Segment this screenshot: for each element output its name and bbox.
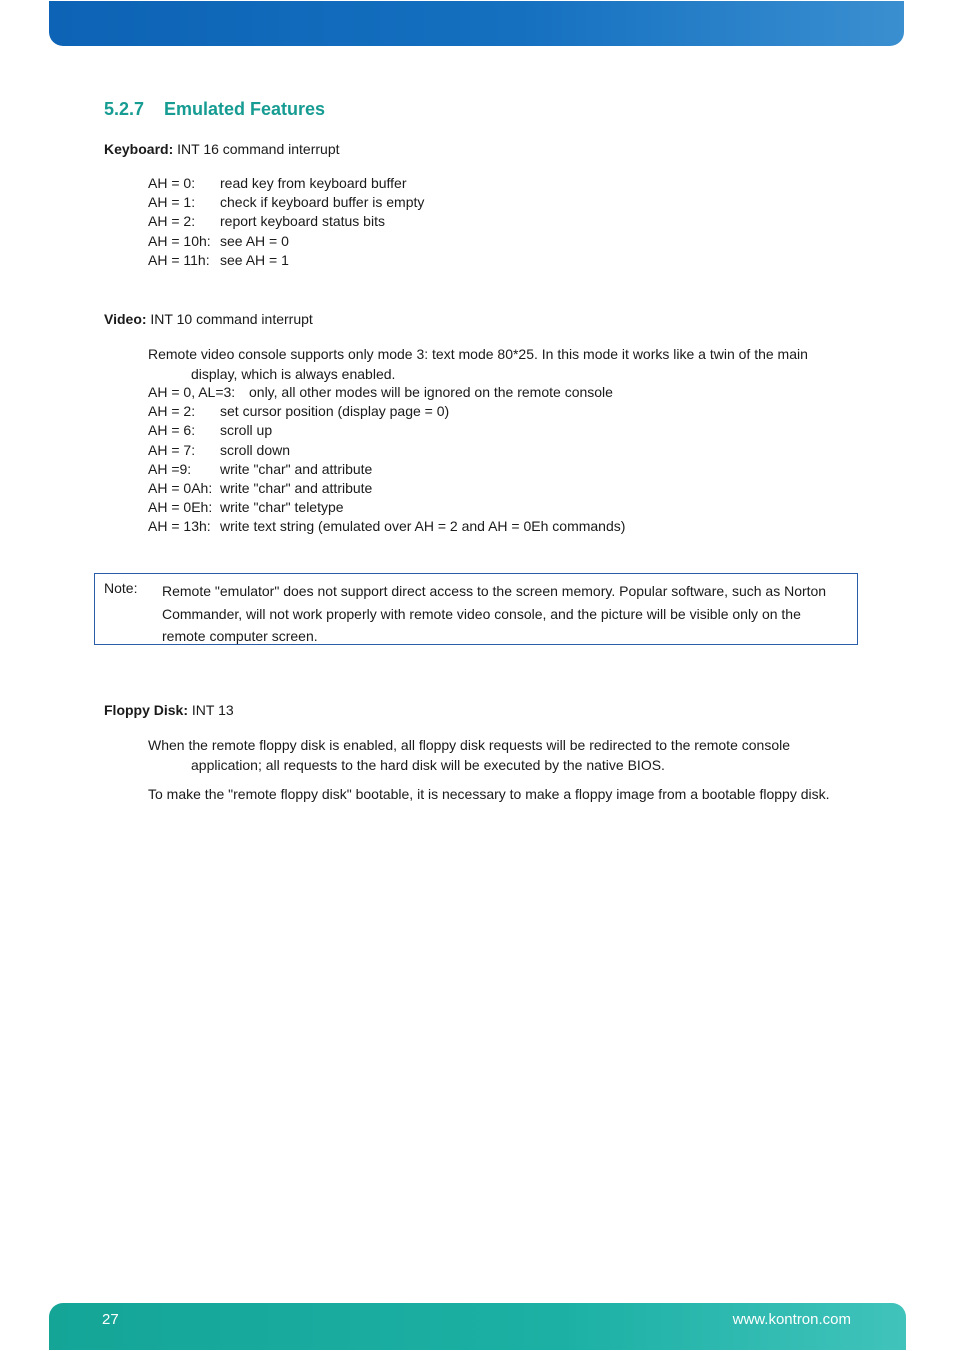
list-item [148,421,625,440]
floppy-subhead [104,702,234,718]
code-label: AH = 6: [148,422,196,439]
floppy-label: Floppy Disk: [104,702,189,718]
header-band [49,1,904,46]
code-label: AH = 7: [148,441,196,458]
section-title: Emulated Features [164,99,326,119]
note-box [94,573,858,645]
code-label: AH = 0, AL=3: [148,384,236,400]
code-label: AH = 2: [148,213,196,230]
footer-url-link[interactable]: www.kontron.com [732,1311,851,1328]
video-label: Video: [104,311,147,327]
list-item [148,479,625,498]
video-intro-line: Remote video console supports only mode 3: text mode 80*25. In this mode it works like a twin of the main [148,346,808,362]
footer-band [49,1303,906,1350]
list-item [148,441,625,460]
section-heading [104,99,325,120]
code-text: see AH = 1 [220,251,289,268]
list-item [148,212,424,231]
code-label: AH =9: [148,460,192,477]
code-label: AH = 0Eh: [148,499,213,516]
code-text: see AH = 0 [220,232,289,249]
list-item [148,383,625,402]
keyboard-desc: INT 16 command interrupt [177,141,340,157]
code-label: AH = 2: [148,403,196,420]
code-label: AH = 0: [148,175,196,191]
list-item [148,460,625,479]
list-item [148,251,424,270]
list-item [148,174,424,193]
note-text [162,580,852,648]
section-number: 5.2.7 [104,99,145,119]
note-label: Note: [104,580,138,596]
code-text: scroll up [220,422,273,439]
note-line: Commander, will not work properly with remote video console, and the picture will be visible only on the [162,605,801,622]
code-text: scroll down [220,441,291,458]
video-intro [148,344,848,384]
code-text: write "char" and attribute [220,460,373,477]
code-text: write text string (emulated over AH = 2 and AH = 0Eh commands) [220,518,626,535]
video-intro-line: display, which is always enabled. [191,366,396,382]
code-text: read key from keyboard buffer [220,175,407,191]
note-line: Remote "emulator" does not support direct access to the screen memory. Popular software, such as Norton [162,583,827,599]
keyboard-label: Keyboard: [104,141,174,157]
video-subhead [104,311,313,327]
list-item [148,193,424,212]
note-line: remote computer screen. [162,628,318,644]
video-code-list [148,383,625,537]
floppy-desc: INT 13 [191,702,234,718]
page-number: 27 [102,1311,119,1328]
code-label: AH = 0Ah: [148,479,213,496]
floppy-line: application; all requests to the hard disk will be executed by the native BIOS. [191,757,665,773]
code-text: write "char" and attribute [220,479,373,496]
floppy-paragraph-1 [148,735,848,775]
code-text: set cursor position (display page = 0) [220,403,450,420]
list-item [148,517,625,536]
list-item [148,232,424,251]
code-text: write "char" teletype [220,499,344,516]
code-label: AH = 13h: [148,518,211,535]
keyboard-code-list [148,174,424,270]
list-item [148,498,625,517]
code-text: report keyboard status bits [220,213,385,230]
floppy-line: When the remote floppy disk is enabled, all floppy disk requests will be redirected to the remote console [148,737,791,753]
code-label: AH = 10h: [148,232,211,249]
list-item [148,402,625,421]
floppy-paragraph-2: To make the "remote floppy disk" bootable, it is necessary to make a floppy image from a bootable floppy disk. [148,786,830,802]
code-text: only, all other modes will be ignored on the remote console [249,384,613,400]
code-label: AH = 11h: [148,251,210,268]
video-desc: INT 10 command interrupt [150,311,313,327]
keyboard-subhead [104,141,340,157]
code-label: AH = 1: [148,194,196,211]
code-text: check if keyboard buffer is empty [220,194,425,211]
